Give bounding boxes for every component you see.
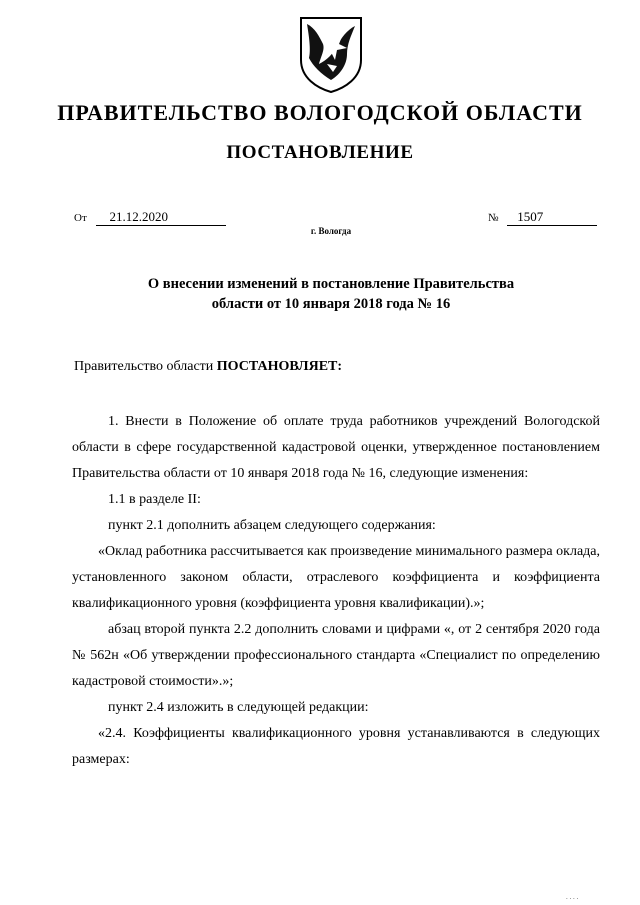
document-subject [0, 274, 640, 314]
number-line [488, 209, 597, 226]
preamble [74, 359, 342, 375]
date-prefix: От [74, 212, 87, 224]
document-number: 1507 [507, 209, 597, 226]
document-date: 21.12.2020 [96, 209, 226, 226]
paragraph: 1.1 в разделе II: [108, 492, 201, 507]
document-type: ПОСТАНОВЛЕНИЕ [226, 142, 414, 163]
government-title: ПРАВИТЕЛЬСТВО ВОЛОГОДСКОЙ ОБЛАСТИ [57, 100, 583, 125]
page-mark: . . . . [566, 893, 579, 901]
paragraph: «Оклад работника рассчитывается как произведение минимального размера оклада, установленного законом области, отраслевого коэффициента и коэффициента квалификационного уровня (коэффициента уровня квалификации).»; [72, 544, 600, 611]
number-prefix: № [488, 212, 499, 224]
paragraph: абзац второй пункта 2.2 дополнить словами и цифрами «, от 2 сентября 2020 года № 562н «Об утверждении профессионального стандарта «Специалист по определению кадастровой стоимости».»; [72, 622, 600, 689]
subject-line-1: О внесении изменений в постановление Правительства [147, 276, 515, 292]
date-line [74, 209, 226, 226]
vologda-coat-of-arms-icon [297, 14, 365, 94]
document-body [72, 409, 600, 773]
paragraph: пункт 2.1 дополнить абзацем следующего содержания: [108, 518, 436, 533]
paragraph: «2.4. Коэффициенты квалификационного уровня устанавливаются в следующих размерах: [72, 726, 600, 767]
paragraph: 1. Внести в Положение об оплате труда работников учреждений Вологодской области в сфере государственной кадастровой оценки, утвержденное постановлением Правительства области от 10 января 2018 года № 16, следующие изменения: [72, 414, 600, 481]
subject-line-2: области от 10 января 2018 года № 16 [211, 296, 451, 312]
preamble-text: Правительство области [74, 359, 217, 374]
paragraph: пункт 2.4 изложить в следующей редакции: [108, 700, 369, 715]
preamble-decree-word: ПОСТАНОВЛЯЕТ: [216, 359, 343, 374]
city: г. Вологда [310, 226, 352, 236]
